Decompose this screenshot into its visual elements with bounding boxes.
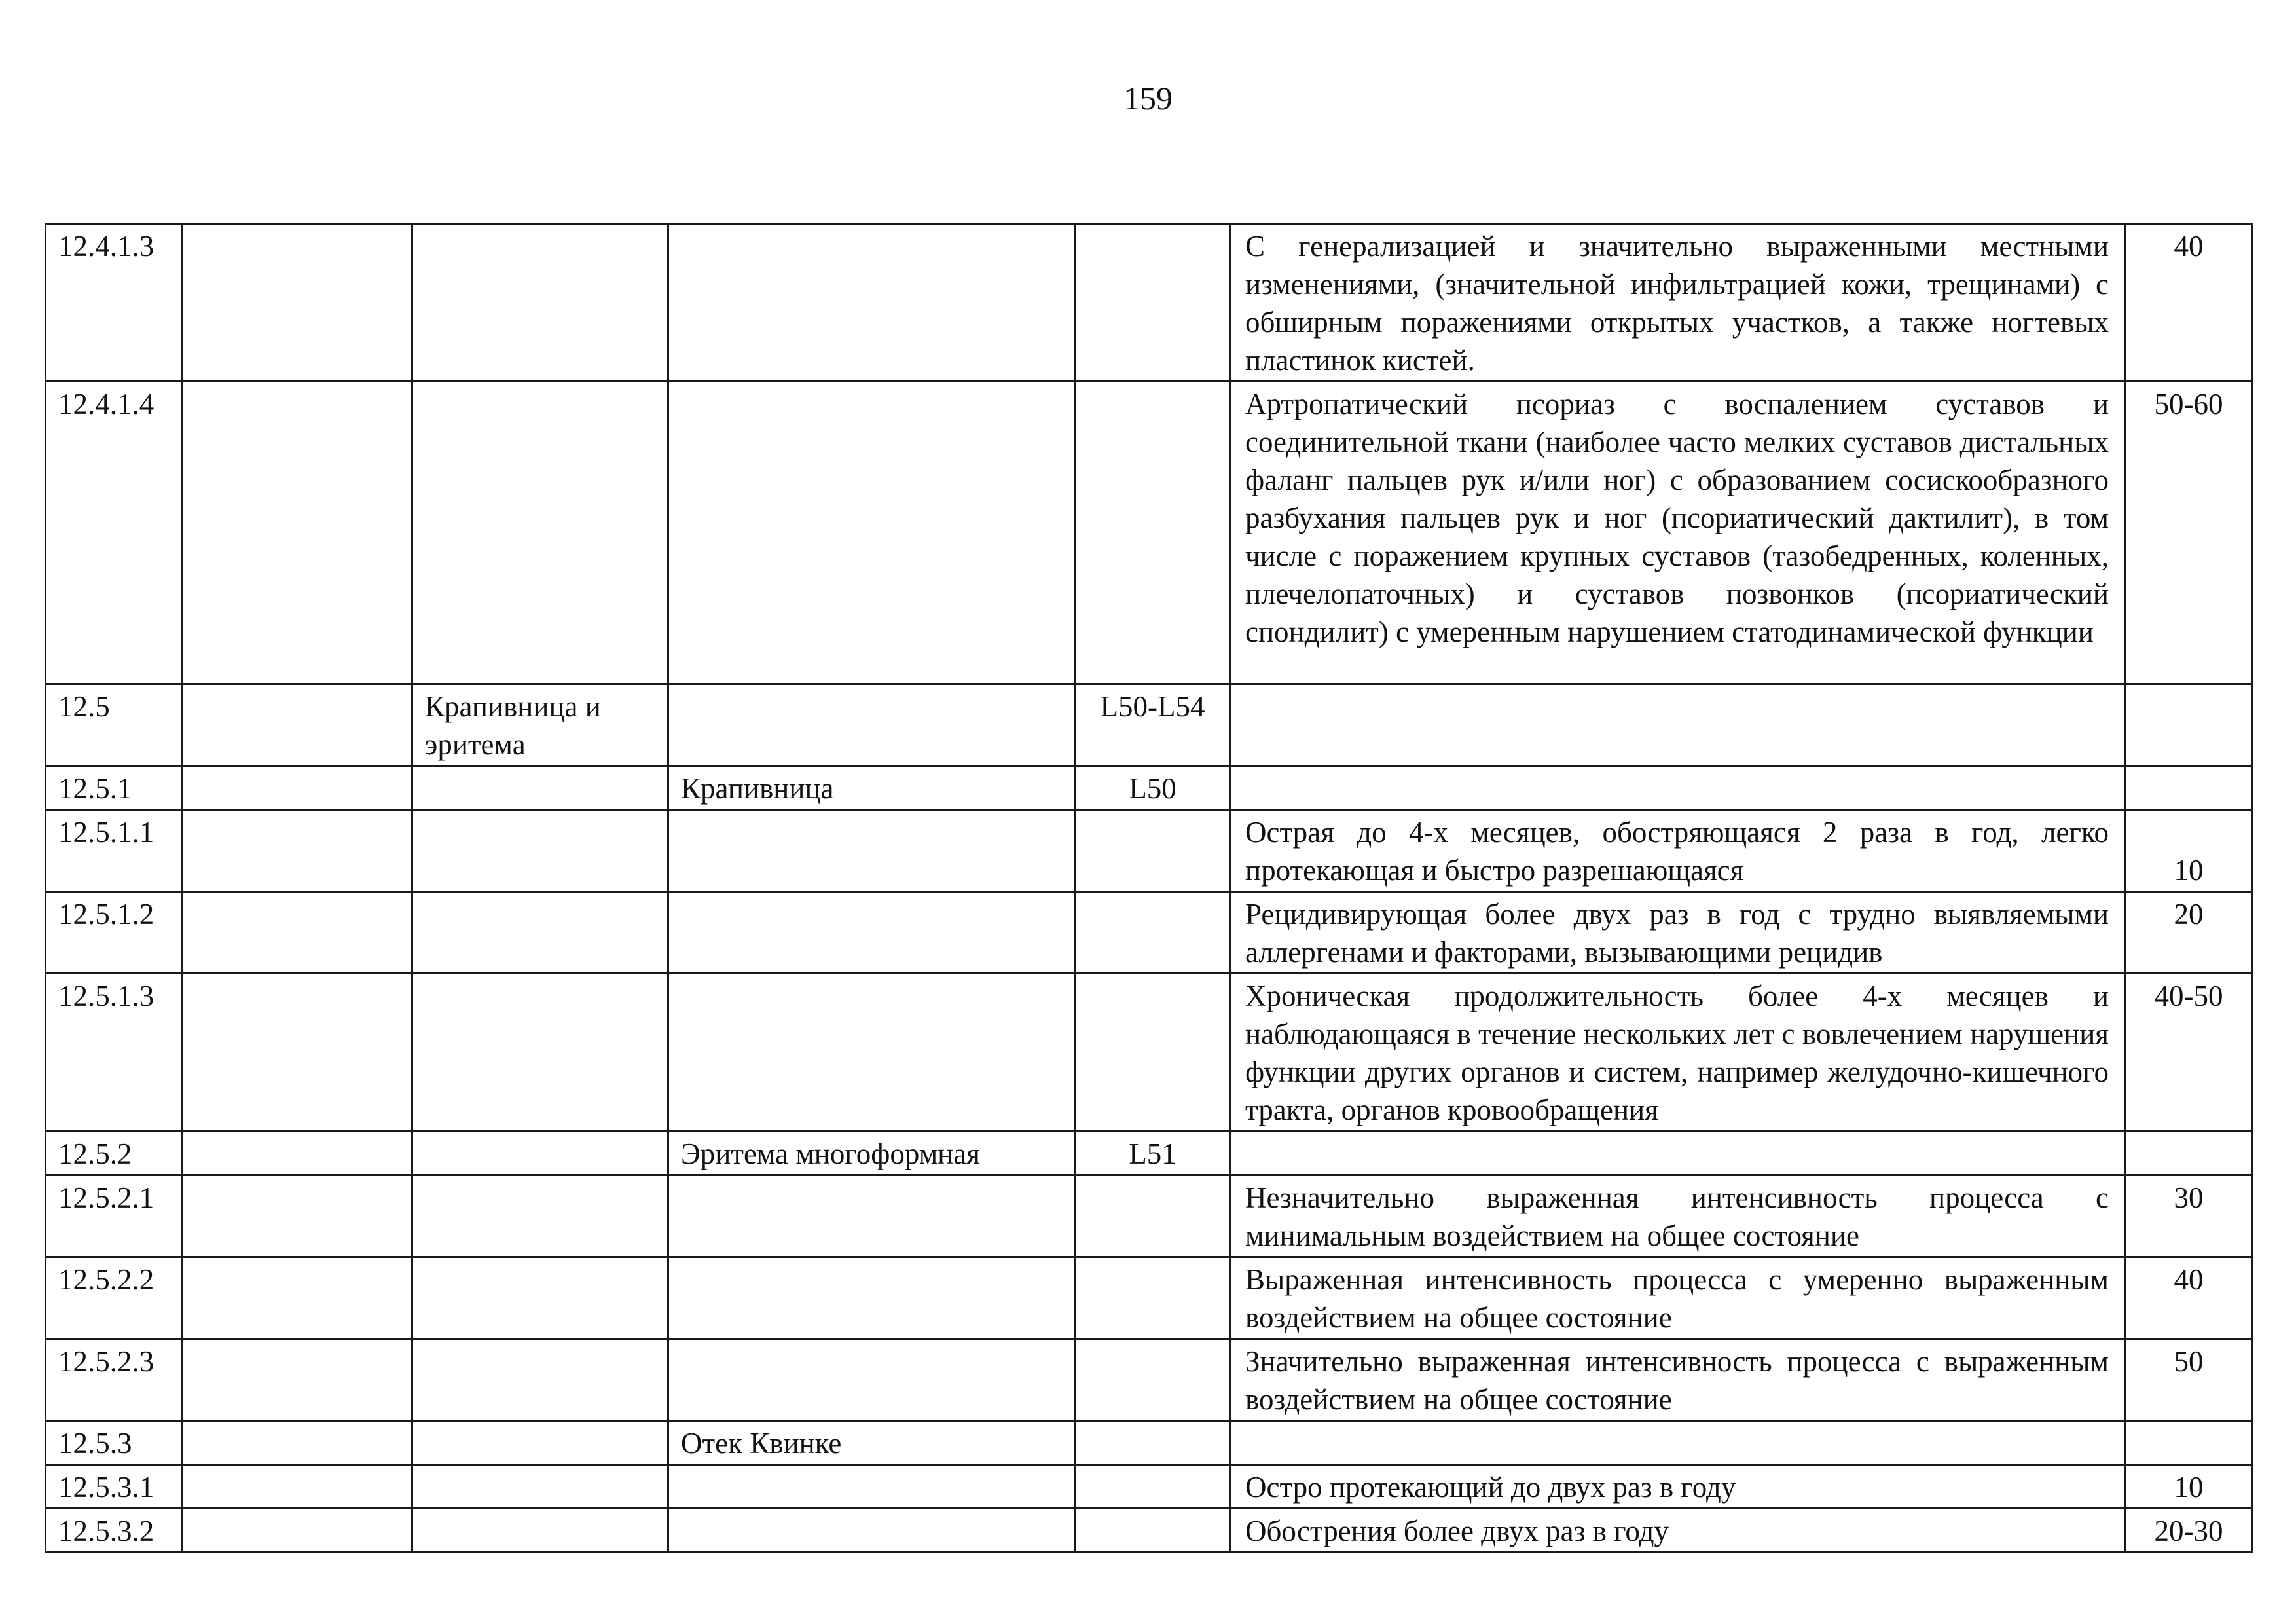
disease-cell: Крапивница	[668, 766, 1076, 810]
table-row	[46, 810, 2252, 892]
icd-code-cell	[1076, 1509, 1230, 1553]
group-cell: Крапивница и эритема	[412, 684, 668, 766]
disease-cell	[668, 1175, 1076, 1257]
disease-cell	[668, 382, 1076, 684]
class-cell	[182, 1421, 412, 1465]
row-number: 12.5.2.1	[46, 1175, 182, 1257]
score-cell: 50	[2126, 1339, 2252, 1421]
group-cell	[412, 1257, 668, 1339]
description-cell: Острая до 4-х месяцев, обостряющаяся 2 раза в год, легко протекающая и быстро разрешающаяся	[1230, 810, 2126, 892]
description-cell	[1230, 766, 2126, 810]
icd-code-cell	[1076, 974, 1230, 1132]
row-number: 12.4.1.4	[46, 382, 182, 684]
score-cell: 40	[2126, 224, 2252, 382]
icd-code-cell	[1076, 1339, 1230, 1421]
group-cell	[412, 224, 668, 382]
row-number: 12.5.2	[46, 1132, 182, 1175]
class-cell	[182, 766, 412, 810]
table-row	[46, 224, 2252, 382]
class-cell	[182, 1339, 412, 1421]
description-cell: Артропатический псориаз с воспалением суставов и соединительной ткани (наиболее часто мелких суставов дистальных фаланг пальцев рук и/или ног) с образованием сосискообразного разбухания пальцев рук и ног (псориатический дактилит), в том числе с поражением крупных суставов (тазобедренных, коленных, плечелопаточных) и суставов позвонков (псориатический спондилит) с умеренным нарушением статодинамической функции	[1230, 382, 2126, 684]
description-cell: Остро протекающий до двух раз в году	[1230, 1465, 2126, 1509]
icd-code-cell	[1076, 1257, 1230, 1339]
table-row	[46, 382, 2252, 684]
description-cell: Незначительно выраженная интенсивность процесса с минимальным воздействием на общее состояние	[1230, 1175, 2126, 1257]
icd-code-cell	[1076, 382, 1230, 684]
disease-cell	[668, 1465, 1076, 1509]
row-number: 12.5.3.2	[46, 1509, 182, 1553]
description-cell	[1230, 684, 2126, 766]
disease-cell	[668, 1257, 1076, 1339]
class-cell	[182, 1132, 412, 1175]
score-cell: 20	[2126, 892, 2252, 974]
group-cell	[412, 1421, 668, 1465]
table-row	[46, 684, 2252, 766]
row-number: 12.5.3.1	[46, 1465, 182, 1509]
row-number: 12.5.2.2	[46, 1257, 182, 1339]
class-cell	[182, 684, 412, 766]
score-cell: 10	[2126, 1465, 2252, 1509]
row-number: 12.4.1.3	[46, 224, 182, 382]
icd-code-cell	[1076, 1421, 1230, 1465]
score-cell: 50-60	[2126, 382, 2252, 684]
description-cell	[1230, 1421, 2126, 1465]
description-cell: Рецидивирующая более двух раз в год с трудно выявляемыми аллергенами и факторами, вызывающими рецидив	[1230, 892, 2126, 974]
row-number: 12.5.3	[46, 1421, 182, 1465]
icd-code-cell	[1076, 810, 1230, 892]
group-cell	[412, 1339, 668, 1421]
class-cell	[182, 224, 412, 382]
disease-cell	[668, 810, 1076, 892]
icd-code-cell	[1076, 1175, 1230, 1257]
row-number: 12.5.1.1	[46, 810, 182, 892]
disease-cell	[668, 892, 1076, 974]
class-cell	[182, 974, 412, 1132]
score-cell: 40-50	[2126, 974, 2252, 1132]
disease-cell	[668, 224, 1076, 382]
icd-code-cell	[1076, 224, 1230, 382]
group-cell	[412, 1465, 668, 1509]
disability-table-container	[45, 223, 2251, 1553]
class-cell	[182, 1175, 412, 1257]
class-cell	[182, 1509, 412, 1553]
group-cell	[412, 1509, 668, 1553]
score-cell: 10	[2126, 810, 2252, 892]
class-cell	[182, 810, 412, 892]
row-number: 12.5.2.3	[46, 1339, 182, 1421]
score-cell	[2126, 1132, 2252, 1175]
icd-code-cell: L50-L54	[1076, 684, 1230, 766]
disease-cell: Отек Квинке	[668, 1421, 1076, 1465]
description-cell	[1230, 1132, 2126, 1175]
table-row	[46, 766, 2252, 810]
description-cell: Обострения более двух раз в году	[1230, 1509, 2126, 1553]
score-cell: 20-30	[2126, 1509, 2252, 1553]
icd-code-cell: L50	[1076, 766, 1230, 810]
disability-criteria-table	[45, 223, 2253, 1553]
description-cell: Выраженная интенсивность процесса с умеренно выраженным воздействием на общее состояние	[1230, 1257, 2126, 1339]
class-cell	[182, 892, 412, 974]
class-cell	[182, 1465, 412, 1509]
group-cell	[412, 766, 668, 810]
table-row	[46, 1509, 2252, 1553]
table-row	[46, 1465, 2252, 1509]
table-row	[46, 974, 2252, 1132]
score-cell: 40	[2126, 1257, 2252, 1339]
table-row	[46, 1132, 2252, 1175]
description-cell: Хроническая продолжительность более 4-х месяцев и наблюдающаяся в течение нескольких лет с вовлечением нарушения функции других органов и систем, например желудочно-кишечного тракта, органов кровообращения	[1230, 974, 2126, 1132]
score-cell	[2126, 684, 2252, 766]
row-number: 12.5.1	[46, 766, 182, 810]
score-cell	[2126, 1421, 2252, 1465]
row-number: 12.5.1.2	[46, 892, 182, 974]
table-row	[46, 892, 2252, 974]
page-number: 159	[1123, 80, 1173, 117]
score-cell: 30	[2126, 1175, 2252, 1257]
group-cell	[412, 810, 668, 892]
icd-code-cell: L51	[1076, 1132, 1230, 1175]
table-row	[46, 1421, 2252, 1465]
disease-cell	[668, 1509, 1076, 1553]
disease-cell	[668, 974, 1076, 1132]
disease-cell	[668, 1339, 1076, 1421]
disease-cell: Эритема многоформная	[668, 1132, 1076, 1175]
description-cell: С генерализацией и значительно выраженными местными изменениями, (значительной инфильтрацией кожи, трещинами) с обширным поражениями открытых участков, а также ногтевых пластинок кистей.	[1230, 224, 2126, 382]
table-row	[46, 1257, 2252, 1339]
row-number: 12.5.1.3	[46, 974, 182, 1132]
class-cell	[182, 1257, 412, 1339]
group-cell	[412, 892, 668, 974]
group-cell	[412, 974, 668, 1132]
group-cell	[412, 382, 668, 684]
table-row	[46, 1175, 2252, 1257]
table-row	[46, 1339, 2252, 1421]
class-cell	[182, 382, 412, 684]
group-cell	[412, 1175, 668, 1257]
disease-cell	[668, 684, 1076, 766]
score-cell	[2126, 766, 2252, 810]
icd-code-cell	[1076, 892, 1230, 974]
row-number: 12.5	[46, 684, 182, 766]
group-cell	[412, 1132, 668, 1175]
icd-code-cell	[1076, 1465, 1230, 1509]
description-cell: Значительно выраженная интенсивность процесса с выраженным воздействием на общее состояние	[1230, 1339, 2126, 1421]
